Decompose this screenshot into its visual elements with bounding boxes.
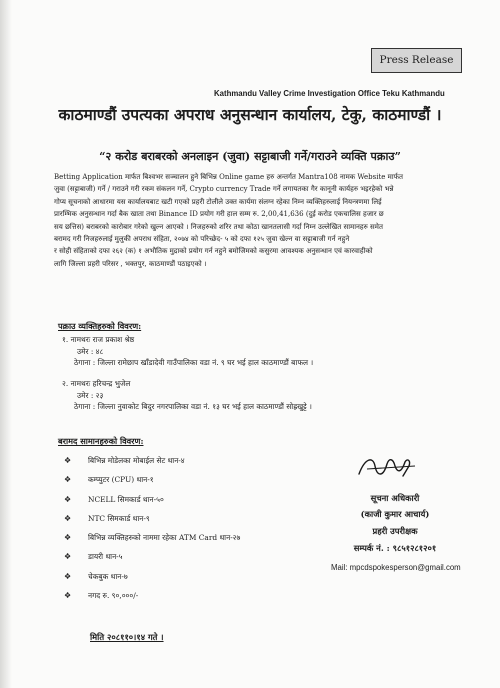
diamond-bullet-icon: ❖ xyxy=(64,475,72,485)
suspect-number: १. xyxy=(62,335,69,344)
list-item: ❖ NTC सिमकार्ड थान-९ xyxy=(64,509,240,528)
suspect-age: उमेर : ४८ xyxy=(77,346,104,356)
diamond-bullet-icon: ❖ xyxy=(64,494,72,504)
suspect-age: उमेर : २३ xyxy=(77,390,104,400)
body-line: बरामद गरी निजहरुलाई मुलुकी अपराध संहिता, २०७४ को परिच्छेद- ५ को दफा १२५ जुवा खेल्न वा सट्टाबाजी गर्न नहुने xyxy=(54,235,350,244)
signatory-email: Mail: mpcdspokesperson@gmail.com xyxy=(331,563,461,572)
seized-items-list xyxy=(64,451,240,605)
suspect-name: नामथरः हरिचन्द्र भुजेल xyxy=(70,379,131,388)
diamond-bullet-icon: ❖ xyxy=(64,571,72,581)
suspect-address: ठेगाना : जिल्ला रामेछाप खाँडादेवी गाउँपालिका वडा नं. ९ घर भई हाल काठमाण्डौं बाफल । xyxy=(74,358,314,367)
list-item: ❖ चेकबुक थान-७ xyxy=(64,567,240,586)
diamond-bullet-icon: ❖ xyxy=(64,552,72,562)
seized-items-section-title: बरामद सामानहरुको विवरण: xyxy=(58,436,144,446)
press-release-badge: Press Release xyxy=(371,48,462,73)
handwritten-signature xyxy=(353,452,423,482)
body-line: गोप्य सूचनाको आधारमा यस कार्यालयबाट खटी गएको प्रहरी टोलीले उक्त कार्यमा संलग्न रहेका निम्न व्यक्तिहरुलाई नियन्त्रणमा लिई xyxy=(54,197,382,206)
list-item: ❖ नगद रु. ९०,०००/- xyxy=(64,586,240,605)
suspect-entry-1 xyxy=(62,334,313,369)
suspect-entry-2 xyxy=(62,378,312,413)
body-line: र सोही संहिताको दफा २६२ (क) १ अभौतिक मुद्राको प्रयोग गर्न नहुने बमोजिमको कसुरमा आवश्यक अनुसन्धान एवं कारवाहीको xyxy=(54,247,373,256)
list-item: ❖ डायरी थान-५ xyxy=(64,547,240,566)
list-item: ❖ बिभिन्न मोडेलका मोबाईल सेट थान-४ xyxy=(64,451,240,470)
signatory-role: सूचना अधिकारी xyxy=(370,493,420,503)
list-item: ❖ कम्प्युटर (CPU) थान-१ xyxy=(64,470,240,489)
body-line: प्रारम्भिक अनुसन्धान गर्दा बैक खाता तथा Binance ID प्रयोग गरी हाल सम्म रु. 2,00,41,636 (दुई करोड एकचालिस हजार छ xyxy=(54,210,384,219)
body-line: सय छत्तिस) बराबरको कारोबार गरेको खुल्न आएको । निजहरुको शरिर तथा कोठा खानतलासी गर्दा निम्न उल्लेखित सामानहरु समेत xyxy=(54,222,383,231)
signatory-phone: सम्पर्क नं. : ९८५१२८१२०१ xyxy=(353,543,437,553)
suspect-address: ठेगाना : जिल्ला नुवाकोट बिदुर नगरपालिका वडा नं. १३ घर भई हाल काठमाण्डौं सोह्रखुट्टे । xyxy=(74,402,312,411)
suspect-name: नामथरः राज प्रकाश श्रेष्ठ xyxy=(70,335,135,344)
list-item: ❖ NCELL सिमकार्ड थान-५० xyxy=(64,490,240,509)
signatory-name: (काजी कुमार आचार्य) xyxy=(360,509,430,519)
press-release-headline: “२ करोड बराबरको अनलाइन (जुवा) सट्टाबाजी गर्ने/गराउने व्यक्ति पक्राउ” xyxy=(99,149,401,163)
document-date: मिति २०८११०।१४ गते । xyxy=(90,632,164,642)
suspects-section-title: पक्राउ व्यक्तिहरुको विवरण: xyxy=(58,321,142,331)
office-name-nepali: काठमाण्डौं उपत्यका अपराध अनुसन्धान कार्यालय, टेकु, काठमाण्डौं । xyxy=(58,105,442,124)
list-item: ❖ बिभिन्न व्यक्तिहरुको नाममा रहेका ATM Card थान-२७ xyxy=(64,528,240,547)
diamond-bullet-icon: ❖ xyxy=(64,513,72,523)
body-paragraph xyxy=(54,171,474,270)
signatory-rank: प्रहरी उपरीक्षक xyxy=(372,526,418,536)
diamond-bullet-icon: ❖ xyxy=(64,456,72,465)
suspect-number: २. xyxy=(62,379,69,388)
body-line: Betting Application मार्फत बिश्वभर सञ्चालन हुने बिभिन्न Online game हरु अन्तर्गत Mantra108 नामक Website मार्फत xyxy=(54,173,404,181)
body-line: लागि जिल्ला प्रहरी परिसर , भक्तपुर, काठमाण्डौं पठाइएको । xyxy=(54,259,207,268)
office-name-english: Kathmandu Valley Crime Investigation Office Teku Kathmandu xyxy=(214,89,445,98)
diamond-bullet-icon: ❖ xyxy=(64,533,72,543)
body-line: जुवा (सट्टाबाजी) गर्ने / गराउने गरी रकम संकलन गर्ने, Crypto currency Trade गर्ने लगायतका गैर कानूनी कार्यहरु भइरहेको भन्ने xyxy=(54,185,394,194)
diamond-bullet-icon: ❖ xyxy=(64,591,72,601)
